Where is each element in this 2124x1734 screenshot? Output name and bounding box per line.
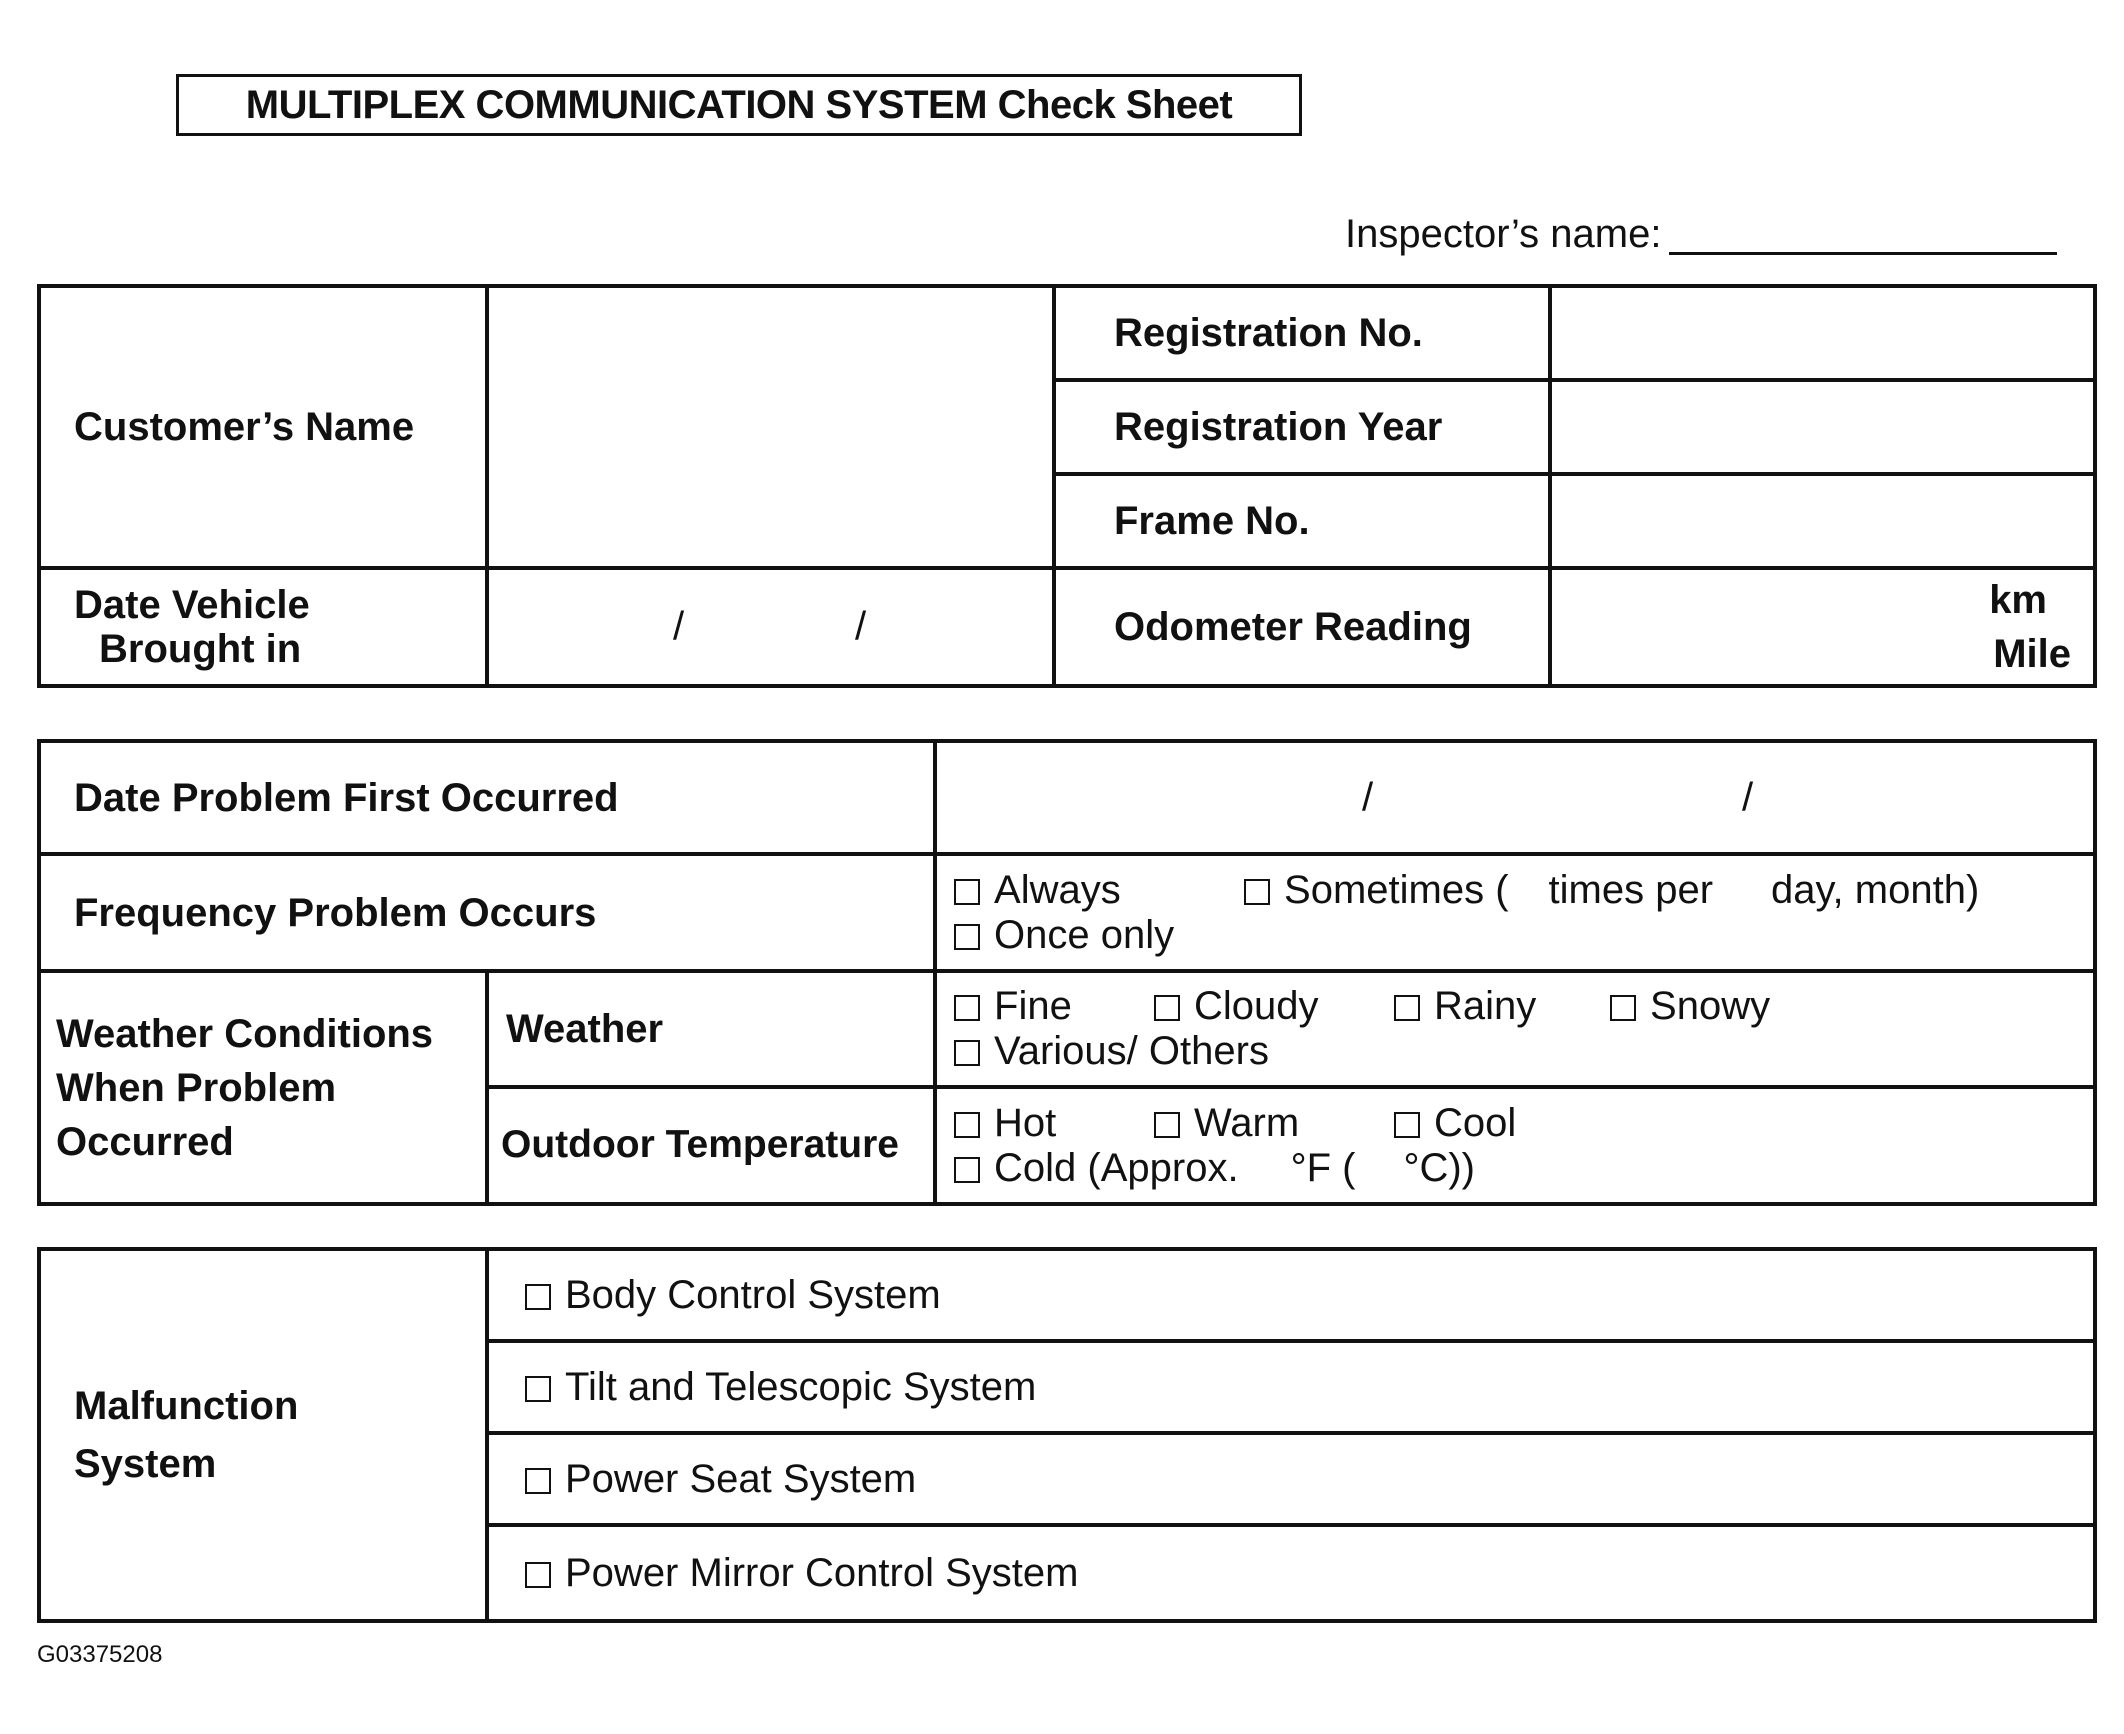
malfunction-system-label-line2: System: [74, 1442, 217, 1486]
date-brought-in-separator-1: /: [673, 604, 685, 649]
system-text: Power Mirror Control System: [565, 1550, 1079, 1595]
frame-no-label: Frame No.: [1054, 474, 1550, 568]
frequency-once-checkbox[interactable]: [954, 924, 980, 950]
vehicle-info-table: [37, 284, 2097, 688]
frequency-sometimes-checkbox[interactable]: [1244, 879, 1270, 905]
frequency-options: [935, 854, 2095, 971]
frequency-times-per-text: times per: [1548, 867, 1714, 912]
frequency-sometimes-text: Sometimes (: [1284, 867, 1509, 912]
registration-year-field[interactable]: [1550, 380, 2095, 474]
inspector-name-line[interactable]: [1669, 242, 2057, 255]
malfunction-system-label-line1: Malfunction: [74, 1384, 299, 1428]
weather-various-checkbox[interactable]: [954, 1040, 980, 1066]
system-text: Power Seat System: [565, 1456, 917, 1501]
system-text: Body Control System: [565, 1272, 941, 1317]
customer-name-label: Customer’s Name: [39, 286, 487, 568]
date-brought-in-separator-2: /: [855, 604, 867, 649]
weather-snowy-checkbox[interactable]: [1610, 995, 1636, 1021]
frequency-always-option[interactable]: [954, 868, 1244, 913]
weather-conditions-label-line3: Occurred: [56, 1119, 234, 1164]
frequency-always-text: Always: [994, 867, 1121, 912]
odometer-field[interactable]: [1550, 568, 2095, 686]
weather-rainy-checkbox[interactable]: [1394, 995, 1420, 1021]
customer-name-field[interactable]: [487, 286, 1054, 568]
temp-celsius-text: °C)): [1403, 1145, 1475, 1190]
temp-warm-text: Warm: [1194, 1100, 1300, 1145]
weather-snowy-text: Snowy: [1650, 984, 1771, 1029]
figure-code: G03375208: [37, 1641, 163, 1668]
frequency-sometimes-option[interactable]: [1244, 868, 1509, 913]
weather-fine-text: Fine: [994, 984, 1072, 1029]
system-checkbox[interactable]: [525, 1284, 551, 1310]
frame-no-field[interactable]: [1550, 474, 2095, 568]
date-brought-in-field[interactable]: [487, 568, 1054, 686]
weather-conditions-label: [39, 971, 487, 1204]
weather-cloudy-checkbox[interactable]: [1154, 995, 1180, 1021]
odometer-unit-km: km: [1989, 578, 2047, 622]
temp-warm-option[interactable]: [1154, 1101, 1394, 1146]
weather-rainy-option[interactable]: [1394, 984, 1610, 1029]
temp-cold-checkbox[interactable]: [954, 1157, 980, 1183]
date-first-occurred-field[interactable]: [935, 741, 2095, 854]
weather-rainy-text: Rainy: [1434, 984, 1537, 1029]
system-checkbox[interactable]: [525, 1562, 551, 1588]
date-brought-in-label-line2: Brought in: [99, 627, 302, 671]
frequency-label: Frequency Problem Occurs: [39, 854, 935, 971]
weather-fine-checkbox[interactable]: [954, 995, 980, 1021]
weather-conditions-label-line1: Weather Conditions: [56, 1011, 434, 1056]
weather-cloudy-option[interactable]: [1154, 984, 1394, 1029]
registration-no-label: Registration No.: [1054, 286, 1550, 380]
date-first-occurred-label: Date Problem First Occurred: [39, 741, 935, 854]
inspector-name-field[interactable]: [1345, 212, 2057, 257]
system-option[interactable]: [487, 1249, 2095, 1341]
malfunction-system-label: [39, 1249, 487, 1621]
date-first-separator-1: /: [1362, 775, 1374, 819]
temp-cool-checkbox[interactable]: [1394, 1112, 1420, 1138]
temp-cool-option[interactable]: [1394, 1101, 1516, 1146]
temp-cold-option[interactable]: [954, 1146, 1239, 1191]
temp-hot-option[interactable]: [954, 1101, 1154, 1146]
weather-cloudy-text: Cloudy: [1194, 984, 1319, 1029]
weather-options: [935, 971, 2095, 1087]
system-option[interactable]: [487, 1341, 2095, 1433]
registration-year-label: Registration Year: [1054, 380, 1550, 474]
frequency-period-text: day, month): [1771, 867, 1980, 912]
temp-fahrenheit-text: °F (: [1290, 1145, 1356, 1190]
date-first-separator-2: /: [1742, 775, 1754, 819]
frequency-always-checkbox[interactable]: [954, 879, 980, 905]
form-title: MULTIPLEX COMMUNICATION SYSTEM Check Sheet: [176, 74, 1302, 136]
temp-hot-checkbox[interactable]: [954, 1112, 980, 1138]
odometer-unit-mile: Mile: [1993, 632, 2071, 676]
registration-no-field[interactable]: [1550, 286, 2095, 380]
system-option[interactable]: [487, 1525, 2095, 1621]
weather-various-option[interactable]: [954, 1029, 1269, 1074]
frequency-once-text: Once only: [994, 912, 1175, 957]
malfunction-system-table: [37, 1247, 2097, 1623]
weather-label: Weather: [487, 971, 935, 1087]
system-text: Tilt and Telescopic System: [565, 1364, 1037, 1409]
weather-conditions-label-line2: When Problem: [56, 1065, 337, 1110]
weather-fine-option[interactable]: [954, 984, 1154, 1029]
date-brought-in-label-line1: Date Vehicle: [74, 583, 310, 627]
odometer-label: Odometer Reading: [1054, 568, 1550, 686]
temp-hot-text: Hot: [994, 1100, 1057, 1145]
weather-snowy-option[interactable]: [1610, 984, 1770, 1029]
frequency-once-option[interactable]: [954, 913, 1174, 958]
inspector-name-label: Inspector’s name:: [1345, 212, 1662, 256]
weather-various-text: Various/ Others: [994, 1029, 1269, 1073]
temperature-options: [935, 1087, 2095, 1204]
temp-cold-text: Cold (Approx.: [994, 1145, 1239, 1190]
outdoor-temperature-label: Outdoor Temperature: [487, 1087, 935, 1204]
temp-warm-checkbox[interactable]: [1154, 1112, 1180, 1138]
system-checkbox[interactable]: [525, 1468, 551, 1494]
system-option[interactable]: [487, 1433, 2095, 1525]
problem-conditions-table: [37, 739, 2097, 1206]
temp-cool-text: Cool: [1434, 1100, 1517, 1145]
system-checkbox[interactable]: [525, 1376, 551, 1402]
date-brought-in-label: [39, 568, 487, 686]
